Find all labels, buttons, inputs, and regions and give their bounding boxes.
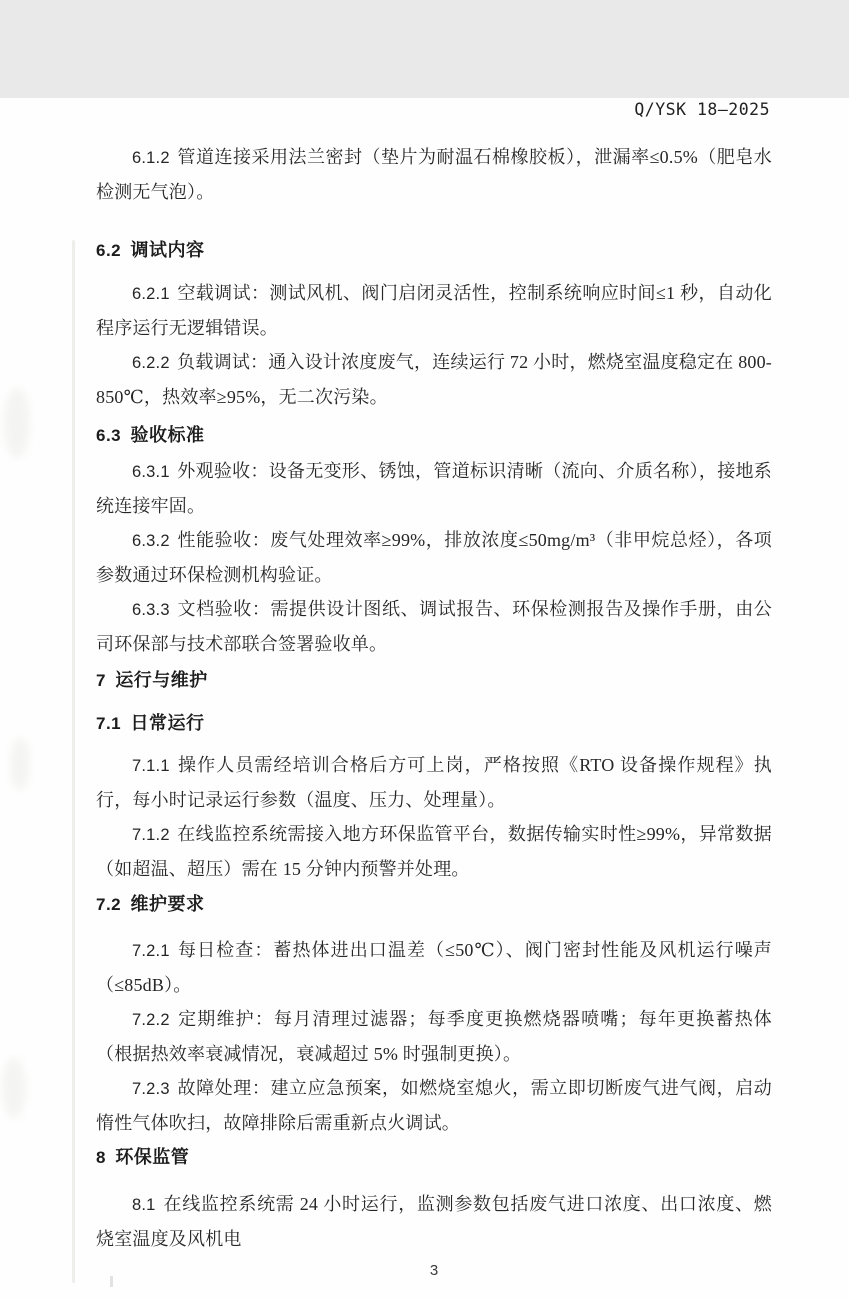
scan-artifact-smudge (4, 388, 30, 458)
clause-7-2-1 (96, 933, 772, 1002)
clause-text: 定期维护：每月清理过滤器；每季度更换燃烧器喷嘴；每年更换蓄热体（根据热效率衰减情况，衰减超过 5% 时强制更换）。 (96, 1009, 772, 1064)
clause-number: 7.2.3 (132, 1080, 170, 1098)
clause-number: 6.3.3 (132, 601, 170, 619)
heading-number: 7.1 (96, 714, 122, 733)
heading-title: 维护要求 (130, 894, 205, 914)
scan-artifact-bottom-tick (110, 1276, 113, 1287)
heading-title: 调试内容 (130, 240, 205, 260)
clause-6-3-3 (96, 592, 772, 661)
document-code-header: Q/YSK 18—2025 (634, 100, 770, 119)
clause-text: 外观验收：设备无变形、锈蚀，管道标识清晰（流向、介质名称），接地系统连接牢固。 (96, 461, 772, 516)
clause-8-1 (96, 1187, 772, 1256)
scan-artifact-smudge (10, 738, 30, 790)
clause-6-1-2 (96, 140, 772, 209)
clause-text: 管道连接采用法兰密封（垫片为耐温石棉橡胶板），泄漏率≤0.5%（肥皂水检测无气泡）。 (96, 147, 772, 202)
clause-text: 故障处理：建立应急预案，如燃烧室熄火，需立即切断废气进气阀，启动惰性气体吹扫，故障排除后需重新点火调试。 (96, 1078, 772, 1133)
scan-artifact-smudge (2, 1058, 26, 1118)
heading-number: 8 (96, 1148, 106, 1167)
clause-number: 6.1.2 (132, 149, 170, 167)
clause-text: 空载调试：测试风机、阀门启闭灵活性，控制系统响应时间≤1 秒，自动化程序运行无逻辑错误。 (96, 283, 772, 338)
heading-number: 7.2 (96, 895, 122, 914)
clause-number: 7.2.2 (132, 1011, 170, 1029)
clause-6-3-1 (96, 454, 772, 523)
clause-text: 文档验收：需提供设计图纸、调试报告、环保检测报告及操作手册，由公司环保部与技术部联合签署验收单。 (96, 599, 772, 654)
clause-text: 负载调试：通入设计浓度废气，连续运行 72 小时，燃烧室温度稳定在 800-850℃，热效率≥95%，无二次污染。 (96, 352, 772, 407)
heading-6-3 (96, 418, 772, 453)
clause-number: 8.1 (132, 1196, 156, 1214)
clause-text: 操作人员需经培训合格后方可上岗，严格按照《RTO 设备操作规程》执行，每小时记录运行参数（温度、压力、处理量）。 (96, 755, 772, 810)
heading-title: 验收标准 (130, 425, 205, 445)
clause-7-1-1 (96, 748, 772, 817)
clause-7-2-3 (96, 1071, 772, 1140)
clause-text: 在线监控系统需接入地方环保监管平台，数据传输实时性≥99%，异常数据（如超温、超压）需在 15 分钟内预警并处理。 (96, 824, 772, 879)
clause-number: 7.1.2 (132, 826, 170, 844)
clause-number: 6.2.1 (132, 285, 170, 303)
clause-7-2-2 (96, 1002, 772, 1071)
clause-text: 性能验收：废气处理效率≥99%，排放浓度≤50mg/m³（非甲烷总烃），各项参数通过环保检测机构验证。 (96, 530, 772, 585)
clause-number: 6.3.1 (132, 463, 170, 481)
clause-text: 在线监控系统需 24 小时运行，监测参数包括废气进口浓度、出口浓度、燃烧室温度及风机电 (96, 1194, 772, 1249)
heading-number: 6.2 (96, 241, 122, 260)
heading-8 (96, 1140, 772, 1175)
clause-6-2-2 (96, 345, 772, 414)
clause-number: 7.1.1 (132, 757, 170, 775)
page-number: 3 (429, 1262, 439, 1279)
clause-number: 6.2.2 (132, 354, 170, 372)
clause-number: 6.3.2 (132, 532, 170, 550)
heading-7 (96, 663, 772, 698)
heading-title: 运行与维护 (115, 670, 208, 690)
document-body (96, 140, 772, 1282)
heading-number: 7 (96, 671, 106, 690)
clause-7-1-2 (96, 817, 772, 886)
clause-text: 每日检查：蓄热体进出口温差（≤50℃）、阀门密封性能及风机运行噪声（≤85dB）。 (96, 940, 772, 995)
document-page (0, 98, 849, 1298)
heading-7-1 (96, 706, 772, 741)
heading-title: 环保监管 (115, 1147, 190, 1167)
heading-title: 日常运行 (130, 713, 205, 733)
clause-number: 7.2.1 (132, 942, 170, 960)
heading-7-2 (96, 887, 772, 922)
scan-artifact-left-edge (72, 240, 75, 1283)
clause-6-3-2 (96, 523, 772, 592)
heading-6-2 (96, 233, 772, 268)
clause-6-2-1 (96, 276, 772, 345)
heading-number: 6.3 (96, 426, 122, 445)
